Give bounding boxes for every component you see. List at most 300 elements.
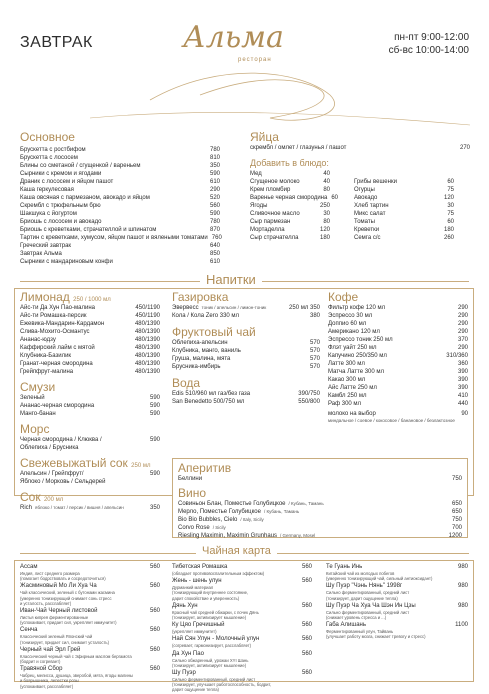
item-name: Блины со сметаной / сгущенкой / вареньем	[20, 163, 141, 169]
item-price: 480/1390	[134, 369, 160, 375]
item-name: Брусника-имбирь	[172, 364, 221, 370]
item-name: Edis 510/960 мл газ/без газа	[172, 391, 251, 397]
menu-item	[172, 602, 312, 610]
opening-hours	[389, 31, 469, 57]
item-name: Драник с лососем и яйцом пашот	[20, 179, 114, 185]
item-price: 180	[443, 227, 454, 233]
item-name: Черная смородина / Клюква /	[20, 437, 102, 443]
item-name: San Benedetto 500/750 мл	[172, 399, 245, 405]
menu-item	[172, 669, 312, 677]
tea-description: (тонизирует, дарит ощущение тепла)	[326, 595, 398, 601]
menu-item	[20, 178, 220, 186]
item-name: Микс салат	[354, 211, 386, 217]
drinks-col-2	[172, 290, 320, 406]
item-price: 390/750	[298, 391, 320, 397]
item-price: 560	[301, 650, 312, 657]
item-name: Яблоко / Морковь / Сельдерей	[20, 479, 106, 485]
tea-description: Сильно ферментированный, средний лист	[326, 609, 410, 615]
tea-description: (улучшает работу мозга, снижает тревогу и стресс)	[326, 634, 426, 640]
menu-item	[250, 178, 330, 186]
menu-item	[172, 621, 312, 629]
eggs-row	[250, 144, 470, 152]
tea-description: (тонизирует, активизирует мышление)	[172, 615, 247, 621]
item-price: 180	[319, 235, 330, 241]
item-name: Каша геркулесовая	[20, 187, 74, 193]
tea-description: (успокаивает, расслабляет)	[20, 683, 74, 689]
tea-item	[20, 665, 160, 689]
menu-item	[20, 234, 220, 242]
juice-title: Сок 200 мл	[20, 490, 64, 504]
item-name: Брускетта с ростбифом	[20, 147, 86, 153]
soda-title: Газировка	[172, 290, 229, 304]
menu-item	[20, 410, 160, 418]
menu-item	[20, 320, 160, 328]
lemonade-title: Лимонад 250 / 1000 мл	[20, 290, 111, 304]
item-name: Матча Латте 300 мл	[328, 369, 385, 375]
item-name: Сенча	[20, 627, 38, 634]
item-price: 30	[447, 203, 454, 209]
addons	[250, 170, 470, 242]
item-note: / Germany, Mosel	[280, 533, 316, 538]
menu-item	[20, 360, 160, 368]
logo-subtitle: ресторан	[238, 57, 272, 63]
menu-item	[20, 344, 160, 352]
menu-item	[354, 210, 454, 218]
item-price: 780	[209, 147, 220, 153]
item-price	[156, 444, 160, 452]
drinks-col-3	[328, 290, 468, 424]
item-name: Эспрессо тоник 250 мл	[328, 337, 393, 343]
item-name: молоко на выбор	[328, 411, 376, 417]
addons-right	[354, 178, 454, 242]
menu-item	[20, 582, 160, 590]
juice-list	[20, 504, 160, 512]
fruit-tea-list	[172, 339, 320, 371]
item-price: 980	[457, 564, 468, 570]
menu-item	[20, 328, 160, 336]
drinks-title: Напитки	[200, 272, 262, 287]
breakfast-main-section	[20, 130, 220, 266]
item-name: Хлеб тартин	[354, 203, 389, 209]
tea-item	[20, 582, 160, 606]
item-name: Черный чай Эрл Грей	[20, 646, 81, 653]
tea-item	[20, 646, 160, 664]
item-price: 560	[149, 564, 160, 570]
tea-description: (бодрит и согревает)	[20, 659, 61, 665]
item-price: 570	[309, 356, 320, 362]
fresh-list	[20, 470, 160, 486]
tea-item	[172, 577, 312, 601]
item-price: 80	[323, 187, 330, 193]
item-price: 60	[447, 219, 454, 225]
page-title: ЗАВТРАК	[20, 34, 93, 51]
item-name: Американо 120 мл	[328, 329, 380, 335]
item-price: 440	[457, 401, 468, 407]
menu-item	[328, 328, 468, 336]
item-name: Сгущеное молоко	[250, 179, 300, 185]
tea-item	[172, 563, 312, 576]
item-price: 590	[149, 437, 160, 443]
water-title: Вода	[172, 376, 201, 390]
menu-item	[328, 312, 468, 320]
item-name: Скрембл с трюфельным брю	[20, 203, 101, 209]
item-price: 360	[457, 361, 468, 367]
item-price	[156, 478, 160, 486]
tea-description: Ферментированный улун, Тайвань	[326, 629, 394, 635]
menu-item	[20, 665, 160, 673]
item-price: 560	[149, 646, 160, 653]
item-name: Брускетта с лососем	[20, 155, 78, 161]
menu-item	[20, 368, 160, 376]
item-name: Ассам	[20, 564, 38, 570]
item-price: 1100	[455, 622, 468, 629]
tea-item	[326, 582, 468, 600]
item-name: Груша, малина, мята	[172, 356, 231, 362]
item-name: Раф 300 мл	[328, 401, 362, 407]
item-price: 30	[323, 211, 330, 217]
item-name: Шу Пуэр	[172, 670, 196, 677]
coffee-list	[328, 304, 468, 408]
item-name: Эспрессо 30 мл	[328, 313, 373, 319]
item-name: Слива-Мохито-Османтус	[20, 329, 90, 335]
item-name: Какао 300 мл	[328, 377, 366, 383]
item-name: Клубника, манго, ваниль	[172, 348, 241, 354]
section-title: Основное	[20, 130, 75, 144]
menu-item	[354, 218, 454, 226]
menu-item	[20, 186, 220, 194]
section-title: Яйца	[250, 130, 279, 144]
item-name: Айс Латте 250 мл	[328, 385, 377, 391]
menu-item	[20, 242, 220, 250]
item-price: 60	[331, 195, 339, 201]
item-price: 480/1390	[134, 345, 160, 351]
item-price: 560	[149, 608, 160, 615]
fruit-tea-title: Фруктовый чай	[172, 325, 256, 339]
tea-col-3	[326, 563, 468, 641]
tea-description: Китайский чай из молодых побегов	[326, 571, 395, 576]
menu-item	[354, 194, 454, 202]
item-price: 560	[301, 636, 312, 643]
tea-description: (тонизирует, улучшает работоспособность, бодрит,	[172, 682, 272, 688]
tea-item	[326, 602, 468, 620]
item-price: 480/1390	[134, 321, 160, 327]
item-name: Мортаделла	[250, 227, 285, 233]
tea-description: (укрепляет иммунитет)	[172, 629, 217, 635]
tea-description: (тонизирующий внутреннее состояние,	[172, 590, 249, 596]
menu-item	[328, 304, 468, 312]
hours-weekend: сб-вс 10:00-14:00	[388, 45, 469, 56]
menu-item	[20, 478, 160, 486]
menu-item	[20, 352, 160, 360]
item-price: 390	[457, 385, 468, 391]
item-name: Шу Пуэр "Чэнь Нянь" 1998г	[326, 583, 403, 590]
item-name: Зеленый	[20, 395, 45, 401]
item-price: 450/1190	[135, 305, 160, 311]
menu-item	[20, 607, 160, 615]
mors-title: Морс	[20, 422, 50, 436]
tea-description: Чай классический, зеленый с бутонами жасмина	[20, 590, 115, 596]
menu-item	[354, 186, 454, 194]
menu-item	[178, 524, 462, 532]
item-name: Сырники с кремом и ягодами	[20, 171, 102, 177]
item-name: Ананас-черная смородина	[20, 403, 95, 409]
item-name: Грейпфрут-малина	[20, 369, 74, 375]
item-price: 260	[443, 235, 454, 241]
item-price: 370	[457, 337, 468, 343]
tea-item	[20, 626, 160, 644]
item-price: 290	[457, 345, 468, 351]
logo: Альма	[183, 20, 284, 55]
tea-description: дарит спокойствие и уверенность)	[172, 595, 240, 601]
item-name: Совиньон Блан, Поместье Голубицкое	[178, 501, 286, 507]
tea-item	[172, 635, 312, 648]
menu-item	[20, 202, 220, 210]
item-name: Каффирский лайм с мятой	[20, 345, 95, 351]
tea-col-2	[172, 563, 312, 694]
menu-item	[20, 162, 220, 170]
menu-item	[354, 202, 454, 210]
item-price: 590	[209, 211, 220, 217]
item-price: 560	[301, 670, 312, 677]
item-price: 290	[457, 321, 468, 327]
item-name: Травяной Сбор	[20, 666, 63, 673]
item-price: 650	[451, 501, 462, 507]
item-price: 120	[319, 227, 330, 233]
item-name: Эвервесс	[172, 305, 199, 311]
menu-item	[250, 210, 330, 218]
menu-item	[328, 320, 468, 328]
tea-description: Листья кипрея ферментированные	[20, 615, 89, 621]
item-price: 590	[149, 471, 160, 477]
item-name: Греческий завтрак	[20, 243, 72, 249]
tea-item	[326, 621, 468, 639]
item-price: 450/1190	[135, 313, 160, 319]
menu-item	[250, 226, 330, 234]
aperitif-list	[178, 475, 462, 483]
item-name: Облепиха / Брусника	[20, 445, 79, 451]
tea-item	[172, 669, 312, 693]
item-name: Облепиха-апельсин	[172, 340, 228, 346]
item-price: 560	[301, 602, 312, 609]
item-price: 1200	[448, 533, 462, 539]
menu-item	[326, 563, 468, 571]
menu-item	[328, 352, 468, 360]
item-name: Шу Пуэр Ча Хуа Ча Шэн Ин Цзы	[326, 602, 416, 609]
item-name: Шакшука с йогуртом	[20, 211, 77, 217]
item-price: 700	[451, 525, 462, 531]
menu-item	[178, 532, 462, 540]
fresh-title: Свежевыжатый сок 250 мл	[20, 456, 151, 470]
item-price: 980	[457, 583, 468, 590]
item-name: Мерло, Поместье Голубицкое	[178, 509, 261, 515]
item-name: Флэт уайт 250 мл	[328, 345, 377, 351]
item-name: Тартин с креветками, хумусом, яйцом пашот и вялеными томатами	[20, 235, 208, 241]
item-price: 270	[459, 145, 470, 151]
item-price: 290	[457, 329, 468, 335]
item-price: 810	[209, 155, 220, 161]
tea-description: и боярышника, лепестки розы	[20, 678, 79, 684]
tea-description: (успокаивает, придает сил, укрепляет иммунитет)	[20, 620, 117, 626]
menu-item	[250, 194, 339, 202]
item-name: Фильтр кофе 120 мл	[328, 305, 386, 311]
item-price: 590	[149, 403, 160, 409]
item-price: 90	[461, 411, 468, 417]
tea-description: (тонизирует, придает сил, снимает усталость)	[20, 639, 109, 645]
tea-description: Классический зеленый Японский чай	[20, 634, 93, 640]
item-price: 75	[447, 187, 454, 193]
menu-item	[20, 258, 220, 266]
menu-item	[172, 347, 320, 355]
wine-list	[178, 500, 462, 540]
tea-item	[172, 621, 312, 634]
item-name: Капучино 250/350 мл	[328, 353, 387, 359]
menu-item	[172, 390, 320, 398]
item-note: / Кубань, Тамань	[263, 509, 300, 514]
item-price: 520	[209, 195, 220, 201]
tea-col-1	[20, 563, 160, 690]
item-name: Манго-банан	[20, 411, 56, 417]
tea-item	[172, 650, 312, 668]
milk-note: миндальное / соевое / кокосовое / банановое / безлактозное	[328, 418, 455, 423]
item-name: Бриошь с креветками, страчателлой и шпинатом	[20, 227, 157, 233]
item-name: Авокадо	[354, 195, 378, 201]
item-price: 390	[457, 377, 468, 383]
item-name: Бриошь с лососем и авокадо	[20, 219, 102, 225]
breakfast-list	[20, 146, 220, 266]
item-price: 560	[149, 627, 160, 634]
item-name: Иван-Чай Черный листовой	[20, 608, 98, 615]
item-price: 640	[209, 243, 220, 249]
item-name: Крем пломбир	[250, 187, 291, 193]
menu-item	[250, 170, 330, 178]
menu-item	[328, 368, 468, 376]
menu-item	[172, 312, 320, 320]
item-price: 560	[149, 666, 160, 673]
menu-item	[20, 146, 220, 154]
menu-item	[20, 194, 220, 202]
menu-item	[250, 218, 330, 226]
item-name: скрембл / омлет / глазунья / пашот	[250, 145, 347, 151]
menu-item	[20, 312, 160, 320]
tea-description: Классический черный чай с Эфирным маслом бергамота	[20, 653, 132, 659]
menu-item	[354, 226, 454, 234]
item-name: Те Гуань Инь	[326, 564, 363, 570]
hours-weekday: пн-пт 9:00-12:00	[394, 32, 469, 43]
item-name: Каша овсяная с пармезаном, авокадо и яйцом	[20, 195, 150, 201]
menu-item	[20, 226, 220, 234]
tea-item	[20, 563, 160, 581]
item-price: 480/1390	[134, 353, 160, 359]
item-name: Ананас-юдзу	[20, 337, 56, 343]
menu-item	[326, 621, 468, 629]
item-price: 480/1390	[134, 337, 160, 343]
drinks-col-1	[20, 290, 160, 512]
tea-description: (тонизирует, активизирует мышление)	[172, 662, 247, 668]
item-name: Кy Цяо Гречишный	[172, 622, 225, 629]
menu-item	[20, 504, 160, 512]
menu-item	[172, 339, 320, 347]
tea-description: Чабрец, мелисса, душица, зверобой, мята, ягоды малины	[20, 673, 133, 679]
menu-item	[328, 344, 468, 352]
item-price: 560	[301, 564, 312, 570]
menu-item	[20, 394, 160, 402]
menu-item	[172, 635, 312, 643]
menu-item	[172, 650, 312, 658]
item-price: 590	[149, 395, 160, 401]
menu-item	[20, 218, 220, 226]
item-price: 560	[301, 578, 312, 585]
tea-description: (снижает уровень стресса и ...)	[326, 615, 387, 621]
item-price: 750	[451, 476, 462, 482]
wine-title: Вино	[178, 486, 207, 500]
item-name: Жень - шень улун	[172, 578, 222, 585]
menu-item	[328, 392, 468, 400]
item-price: 290	[457, 313, 468, 319]
eggs-section	[250, 130, 470, 242]
item-name: Клубника-Базилик	[20, 353, 72, 359]
menu-item	[20, 563, 160, 571]
menu-item	[250, 186, 330, 194]
menu-item	[172, 398, 320, 406]
item-name: Габа Алишань	[326, 622, 366, 629]
item-name: Доппио 60 мл	[328, 321, 367, 327]
item-price: 590	[209, 171, 220, 177]
item-note: тоник / апельсин / лимон-тоник	[201, 305, 267, 310]
menu-item	[20, 304, 160, 312]
menu-item	[172, 577, 312, 585]
item-name: Апельсин / Грейпфрут/	[20, 471, 84, 477]
item-price: 350	[209, 163, 220, 169]
item-name: Мед	[250, 171, 262, 177]
menu-item	[328, 384, 468, 392]
item-name: Ягоды	[250, 203, 268, 209]
item-name: Corvo Rose	[178, 525, 210, 531]
item-price: 40	[323, 171, 330, 177]
item-price: 550/800	[298, 399, 320, 405]
item-price: 780	[209, 219, 220, 225]
item-price: 570	[309, 364, 320, 370]
milk-row	[328, 410, 468, 418]
item-price: 570	[309, 348, 320, 354]
soda-list	[172, 304, 320, 320]
item-name: Най Сян Улун - Молочный улун	[172, 636, 260, 643]
item-price: 250	[319, 203, 330, 209]
tea-description: и усталость, расслабляет)	[20, 600, 72, 606]
item-price: 480/1390	[134, 361, 160, 367]
item-price: 390	[457, 369, 468, 375]
item-price: 480/1390	[134, 329, 160, 335]
tea-description: Сильно ферментированный, средний лист	[172, 677, 256, 683]
item-name: Дянь Хун	[172, 602, 198, 609]
item-name: Семга с/с	[354, 235, 381, 241]
item-price: 560	[301, 622, 312, 629]
item-name: Riesling Maximin, Maximin Grunhaus	[178, 533, 278, 539]
smoothie-title: Смузи	[20, 380, 56, 394]
menu-item	[20, 444, 160, 452]
item-price: 610	[209, 259, 220, 265]
tea-description: дарит ощущение тепла)	[172, 687, 219, 693]
item-price: 290	[209, 187, 220, 193]
item-name: Латте 300 мл	[328, 361, 365, 367]
item-name: Да Хун Пао	[172, 650, 204, 657]
tea-description: (помогает бодрствовать и сосредоточиться)	[20, 576, 106, 582]
item-price: 980	[457, 602, 468, 609]
tea-description: Индия, лист среднего размера	[20, 571, 80, 576]
item-name: Bio Bio Bubbles, Cielo	[178, 517, 238, 523]
item-price: 250 мл 350	[289, 305, 320, 311]
menu-item	[326, 602, 468, 610]
item-price: 410	[457, 393, 468, 399]
